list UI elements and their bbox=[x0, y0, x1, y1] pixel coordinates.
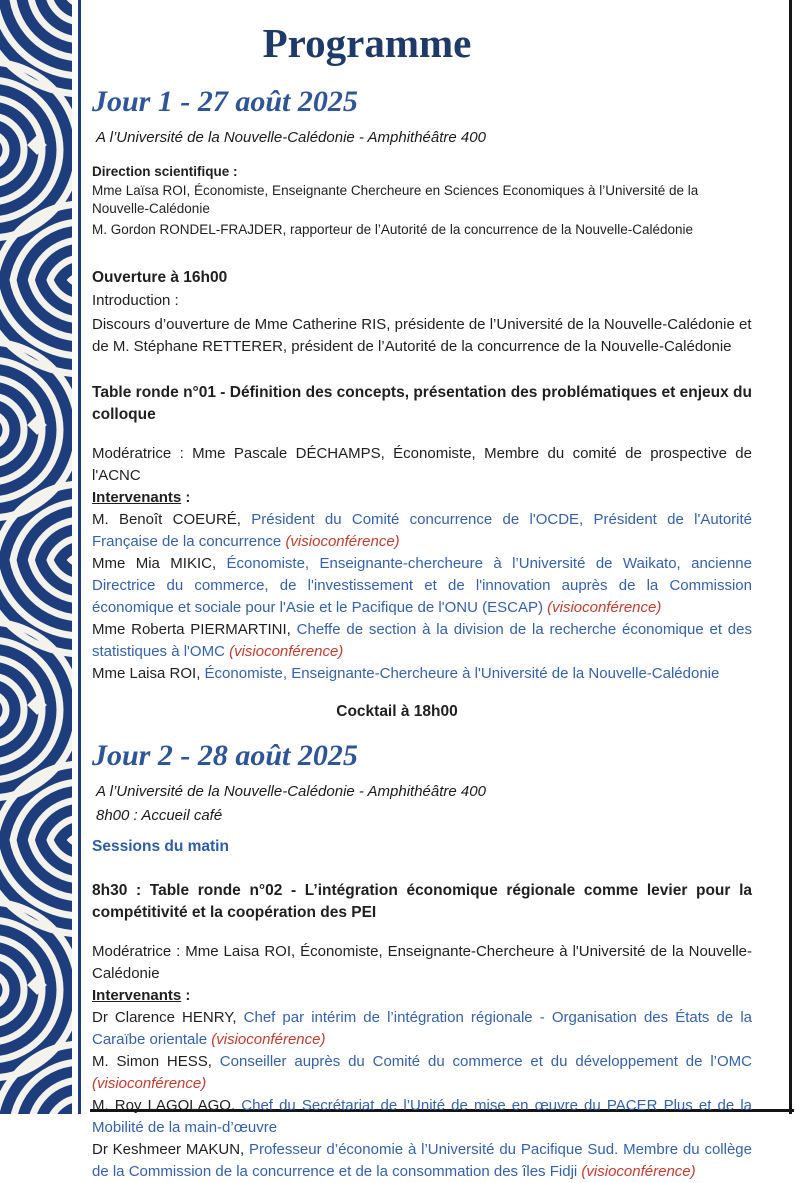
speaker-entry: M. Simon HESS, Conseiller auprès du Comité du commerce et du développement de l’OMC (visioconférence) bbox=[92, 1052, 752, 1092]
table2-intervenants-label: Intervenants : bbox=[92, 986, 191, 1004]
day1-heading: Jour 1 - 27 août 2025 bbox=[92, 85, 358, 119]
direction-line-2: M. Gordon RONDEL-FRAJDER, rapporteur de l’Autorité de la concurrence de la Nouvelle-Calédonie bbox=[92, 222, 694, 238]
speaker-entry: Dr Keshmeer MAKUN, Professeur d’économie à l’Université du Pacifique Sud. Membre du collège de la Commission de la concurrence et de la consommation des îles Fidji (visioconférence) bbox=[92, 1141, 752, 1181]
page-title: Programme bbox=[262, 20, 472, 66]
direction-label: Direction scientifique : bbox=[92, 163, 238, 179]
day1-section bbox=[92, 85, 752, 721]
speaker-entry: Mme Mia MIKIC, Économiste, Enseignante-chercheure à l’Université de Waikato, ancienne Directrice du commerce, de l'investissement et de l'innovation auprès de la Commission économique et sociale pour l'Asie et le Pacifique de l'ONU (ESCAP) (visioconférence) bbox=[92, 555, 752, 617]
speaker-entry: Dr Clarence HENRY, Chef par intérim de l’intégration régionale - Organisation des États de la Caraïbe orientale (visioconférence) bbox=[92, 1008, 752, 1048]
speaker-entry: Mme Roberta PIERMARTINI, Cheffe de section à la division de la recherche économique et des statistiques à l'OMC (visioconférence) bbox=[92, 621, 752, 661]
table2-speakers bbox=[92, 1007, 752, 1183]
day2-venue: A l’Université de la Nouvelle-Calédonie - Amphithéâtre 400 bbox=[96, 782, 486, 800]
right-page-border bbox=[789, 0, 792, 1114]
table2-moderator: Modératrice : Mme Laisa ROI, Économiste, Enseignante-Chercheure à l'Université de la Nouvelle-Calédonie bbox=[92, 942, 752, 982]
sessions-label: Sessions du matin bbox=[92, 837, 229, 855]
table1-intervenants-label: Intervenants : bbox=[92, 488, 191, 506]
day2-coffee: 8h00 : Accueil café bbox=[96, 806, 223, 824]
direction-line-1: Mme Laïsa ROI, Économiste, Enseignante Chercheure en Sciences Economiques à l’Université de la Nouvelle-Calédonie bbox=[92, 182, 699, 216]
speaker-entry: Mme Laisa ROI, Économiste, Enseignante-Chercheure à l'Université de la Nouvelle-Calédonie bbox=[92, 665, 720, 683]
cocktail-line: Cocktail à 18h00 bbox=[336, 703, 458, 721]
speaker-entry: M. Roy LAGOLAGO, Chef du Secrétariat de l’Unité de mise en œuvre du PACER Plus et de la Mobilité de la main-d’œuvre bbox=[92, 1097, 753, 1137]
left-border-rule bbox=[78, 0, 81, 1114]
speaker-entry: M. Benoît COEURÉ, Président du Comité concurrence de l'OCDE, Président de l'Autorité Française de la concurrence (visioconférence) bbox=[92, 510, 753, 550]
intro-label: Introduction : bbox=[92, 291, 179, 309]
table1-speakers bbox=[92, 509, 752, 685]
opening-heading: Ouverture à 16h00 bbox=[92, 269, 228, 287]
tapa-pattern-border bbox=[0, 0, 72, 1114]
day2-section bbox=[92, 739, 752, 1183]
programme-document bbox=[92, 0, 752, 1183]
intro-text: Discours d’ouverture de Mme Catherine RIS, présidente de l’Université de la Nouvelle-Calédonie et de M. Stéphane RETTERER, président de l’Autorité de la concurrence de la Nouvelle-Calédonie bbox=[92, 315, 752, 355]
day2-heading: Jour 2 - 28 août 2025 bbox=[92, 739, 358, 773]
table1-moderator: Modératrice : Mme Pascale DÉCHAMPS, Économiste, Membre du comité de prospective de l'ACNC bbox=[92, 444, 752, 484]
table2-title: 8h30 : Table ronde n°02 - L’intégration économique régionale comme levier pour la compétitivité et la coopération des PEI bbox=[92, 881, 752, 922]
day1-venue: A l’Université de la Nouvelle-Calédonie - Amphithéâtre 400 bbox=[96, 128, 486, 146]
table1-title: Table ronde n°01 - Définition des concepts, présentation des problématiques et enjeux du colloque bbox=[92, 383, 752, 424]
